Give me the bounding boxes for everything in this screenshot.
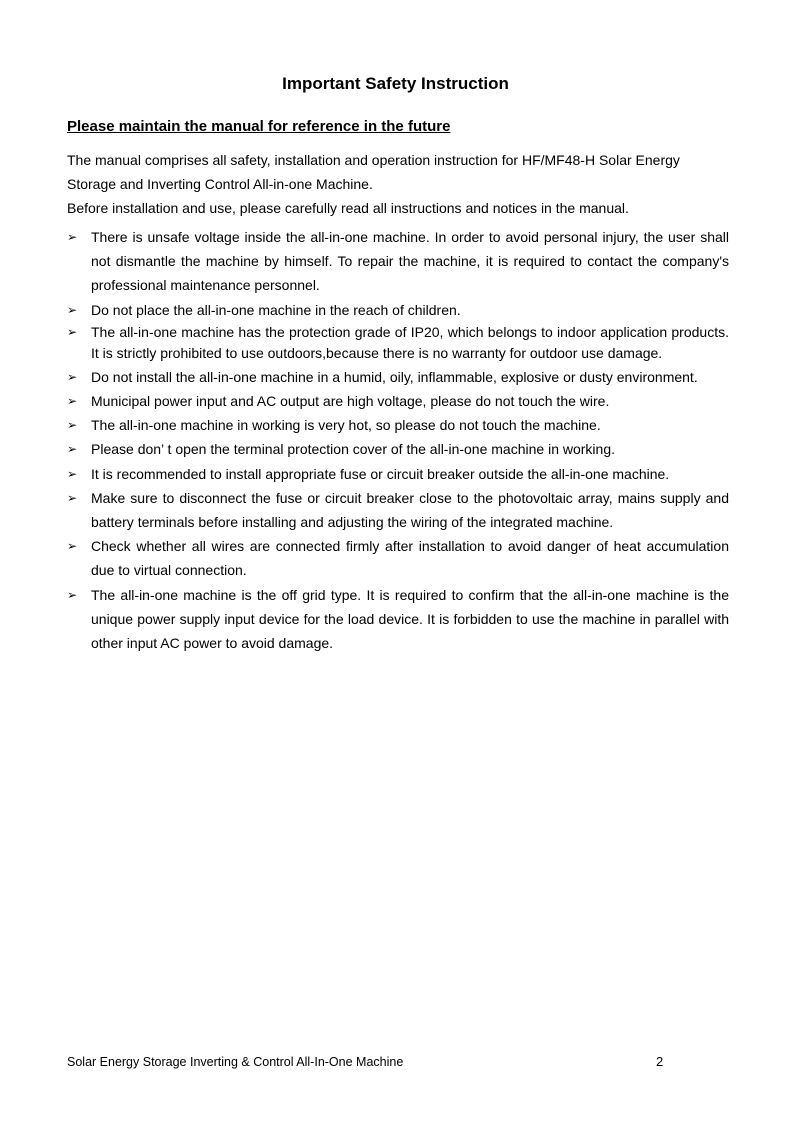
intro-paragraph: Before installation and use, please carefully read all instructions and notices in the manual. <box>67 200 629 217</box>
arrow-bullet-icon: ➢ <box>67 324 78 339</box>
arrow-bullet-icon: ➢ <box>67 230 78 244</box>
list-item <box>67 225 729 298</box>
arrow-bullet-icon: ➢ <box>67 490 78 505</box>
page-title: Important Safety Instruction <box>282 74 509 93</box>
list-item-text: Do not place the all-in-one machine in the reach of children. <box>91 301 461 318</box>
list-item-text: Please don’ t open the terminal protection cover of the all-in-one machine in working. <box>91 441 615 458</box>
list-item-text: Make sure to disconnect the fuse or circuit breaker close to the photovoltaic array, mains supply and battery terminals before installing and adjusting the wiring of the integrated machine. <box>91 489 729 531</box>
list-item-text: Municipal power input and AC output are high voltage, please do not touch the wire. <box>91 393 610 410</box>
list-item <box>67 389 729 413</box>
footer-page-number: 2 <box>656 1054 664 1069</box>
arrow-bullet-icon: ➢ <box>67 539 78 554</box>
list-item <box>67 365 729 389</box>
intro-paragraph: The manual comprises all safety, installation and operation instruction for HF/MF48-H Solar Energy Storage and Inverting Control All-in-one Machine. <box>67 152 680 193</box>
list-item-text: There is unsafe voltage inside the all-in-one machine. In order to avoid personal injury, the user shall not dismantle the machine by himself. To repair the machine, it is required to contact the company's professional maintenance personnel. <box>91 229 729 294</box>
arrow-bullet-icon: ➢ <box>67 418 78 433</box>
list-item <box>67 534 729 582</box>
list-item-text: Do not install the all-in-one machine in a humid, oily, inflammable, explosive or dusty environment. <box>91 368 698 385</box>
list-item <box>67 583 729 656</box>
arrow-bullet-icon: ➢ <box>67 442 78 457</box>
intro-text <box>67 148 729 221</box>
list-item <box>67 486 729 534</box>
footer-document-title: Solar Energy Storage Inverting & Control All-In-One Machine <box>67 1055 404 1069</box>
list-item <box>67 437 729 461</box>
arrow-bullet-icon: ➢ <box>67 587 78 602</box>
arrow-bullet-icon: ➢ <box>67 302 78 317</box>
section-subtitle: Please maintain the manual for reference in the future <box>67 118 451 135</box>
list-item <box>67 462 729 486</box>
list-item <box>67 413 729 437</box>
list-item-text: The all-in-one machine has the protection grade of IP20, which belongs to indoor application products. It is strictly prohibited to use outdoors,because there is no warranty for outdoor use damage. <box>91 323 729 362</box>
list-item-text: It is recommended to install appropriate fuse or circuit breaker outside the all-in-one machine. <box>91 465 670 482</box>
list-item-text: The all-in-one machine in working is very hot, so please do not touch the machine. <box>91 417 601 434</box>
list-item <box>67 322 729 365</box>
list-item-text: The all-in-one machine is the off grid type. It is required to confirm that the all-in-one machine is the unique power supply input device for the load device. It is forbidden to use the machine in parallel with other input AC power to avoid damage. <box>91 586 729 652</box>
safety-instruction-list <box>67 225 729 655</box>
arrow-bullet-icon: ➢ <box>67 466 78 481</box>
list-item-text: Check whether all wires are connected firmly after installation to avoid danger of heat accumulation due to virtual connection. <box>91 538 729 579</box>
arrow-bullet-icon: ➢ <box>67 369 78 384</box>
arrow-bullet-icon: ➢ <box>67 394 78 409</box>
list-item <box>67 298 729 322</box>
